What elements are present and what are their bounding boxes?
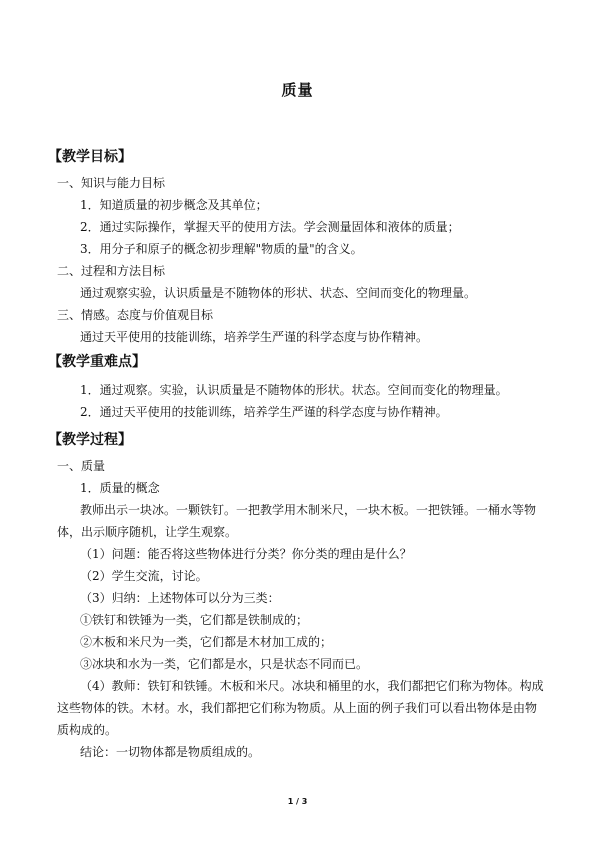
keypoint-1: 1．通过观察。实验，认识质量是不随物体的形状。状态。空间而变化的物理量。 bbox=[80, 383, 508, 397]
process-question-4-line-3: 质构成的。 bbox=[57, 723, 118, 737]
goal-item-2: 2．通过实际操作，掌握天平的使用方法。学会测量固体和液体的质量； bbox=[80, 220, 460, 234]
keypoint-2: 2．通过天平使用的技能训练，培养学生严谨的科学态度与协作精神。 bbox=[80, 405, 448, 419]
goal-text-2: 通过观察实验，认识质量是不随物体的形状、状态、空间而变化的物理量。 bbox=[80, 286, 477, 300]
process-paragraph-1-line-1: 教师出示一块冰。一颗铁钉。一把教学用木制米尺，一块木板。一把铁锤。一桶水等物 bbox=[80, 503, 537, 517]
process-subheading: 1．质量的概念 bbox=[80, 481, 160, 495]
process-question-3: （3）归纳：上述物体可以分为三类： bbox=[80, 591, 280, 605]
process-question-2: （2）学生交流，讨论。 bbox=[80, 569, 208, 583]
process-conclusion: 结论：一切物体都是物质组成的。 bbox=[80, 745, 261, 759]
goal-heading-3: 三、情感。态度与价值观目标 bbox=[57, 308, 214, 322]
goal-heading-1: 一、知识与能力目标 bbox=[57, 176, 166, 190]
process-class-2: ②木板和米尺为一类，它们都是木材加工成的； bbox=[80, 635, 333, 649]
goal-item-1: 1．知道质量的初步概念及其单位； bbox=[80, 198, 268, 212]
page-title: 质量 bbox=[281, 81, 314, 99]
section-heading-process: 【教学过程】 bbox=[48, 432, 132, 448]
process-question-4-line-2: 这些物体的铁。木材。水，我们都把它们称为物质。从上面的例子我们可以看出物体是由物 bbox=[57, 701, 538, 715]
process-paragraph-1-line-2: 体，出示顺序随机，让学生观察。 bbox=[57, 525, 238, 539]
process-question-1: （1）问题：能否将这些物体进行分类？你分类的理由是什么？ bbox=[80, 547, 412, 561]
section-heading-goals: 【教学目标】 bbox=[48, 149, 132, 165]
page-number: 1 / 3 bbox=[287, 797, 308, 806]
process-heading: 一、质量 bbox=[57, 459, 106, 473]
goal-heading-2: 二、过程和方法目标 bbox=[57, 264, 166, 278]
goal-text-3: 通过天平使用的技能训练，培养学生严谨的科学态度与协作精神。 bbox=[80, 330, 429, 344]
process-question-4-line-1: （4）教师：铁钉和铁锤。木板和米尺。冰块和桶里的水，我们都把它们称为物体。构成 bbox=[80, 679, 544, 693]
section-heading-keypoints: 【教学重难点】 bbox=[48, 354, 146, 370]
process-class-1: ①铁钉和铁锤为一类，它们都是铁制成的； bbox=[80, 613, 309, 627]
process-class-3: ③冰块和水为一类，它们都是水，只是状态不同而已。 bbox=[80, 657, 369, 671]
goal-item-3: 3．用分子和原子的概念初步理解"物质的量"的含义。 bbox=[80, 242, 363, 256]
